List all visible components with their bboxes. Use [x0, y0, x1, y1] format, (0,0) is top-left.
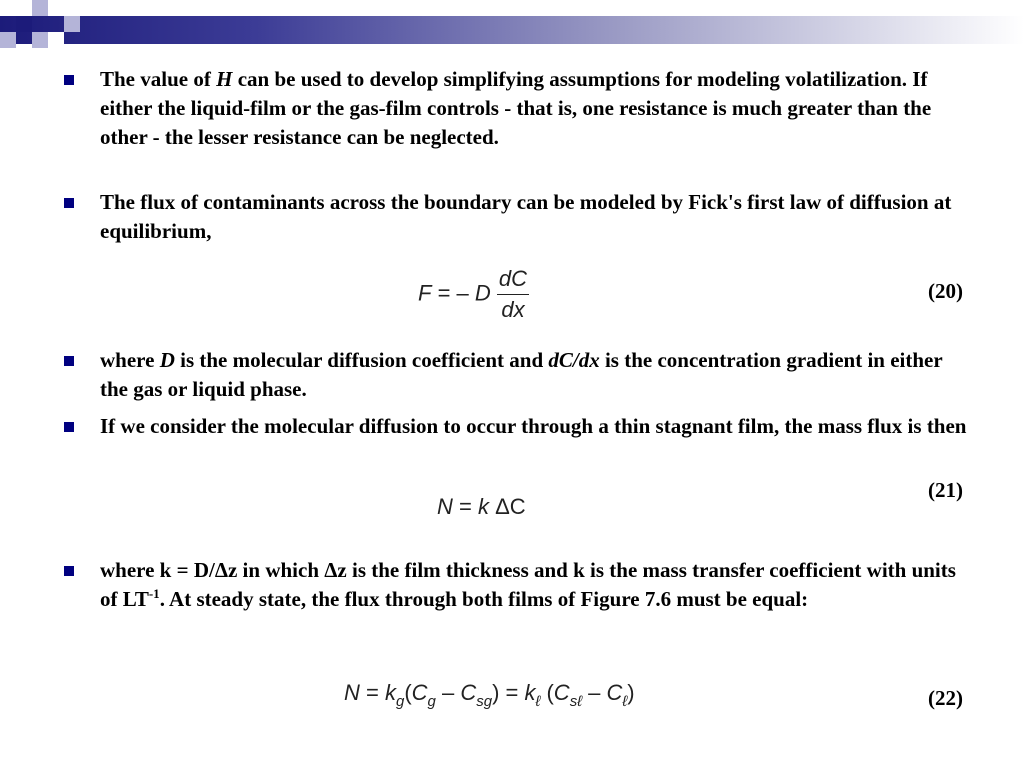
eq-symbol: k	[524, 680, 536, 705]
bullet-text: The flux of contaminants across the boundary can be modeled by Fick's first law of diffusion at equilibrium,	[100, 190, 952, 243]
deco-square-2	[32, 0, 48, 16]
bullet-text: . At steady state, the flux through both films of Figure 7.6 must be equal:	[159, 587, 809, 611]
eq-term: ΔC	[488, 494, 526, 519]
equation-number-22: (22)	[928, 686, 963, 710]
equation-22	[344, 680, 635, 710]
superscript: -1	[148, 586, 160, 601]
eq-numerator: dC	[497, 266, 529, 295]
eq-subscript: ℓ	[622, 693, 628, 710]
bullet-text: is the concentration gradient in either the gas or liquid phase.	[100, 348, 943, 401]
eq-subscript: sℓ	[569, 693, 583, 710]
eq-subscript: g	[395, 693, 405, 710]
bullet-marker	[64, 198, 74, 208]
bullet-paragraph-4	[100, 412, 970, 441]
bullet-text: If we consider the molecular diffusion to occur through a thin stagnant film, the mass flux is then	[100, 414, 967, 438]
eq-operator: =	[499, 680, 525, 705]
eq-symbol: D	[474, 280, 491, 306]
eq-paren: )	[492, 680, 500, 705]
equation-number-21: (21)	[928, 478, 963, 502]
eq-symbol: N	[437, 494, 453, 519]
bullet-text: is the molecular diffusion coefficient and	[174, 348, 549, 372]
eq-symbol: C	[553, 680, 570, 705]
bullet-marker	[64, 422, 74, 432]
eq-symbol: N	[344, 680, 360, 705]
eq-paren: (	[540, 680, 554, 705]
eq-subscript: sg	[476, 693, 493, 710]
bullet-text: where	[100, 348, 160, 372]
eq-subscript: g	[427, 693, 436, 710]
variable-dCdx: dC/dx	[548, 348, 600, 372]
variable-H: H	[216, 67, 233, 91]
bullet-text: where k = D/Δz in which Δz is the film thickness and k is the mass transfer coefficient with units of LT	[100, 558, 956, 611]
deco-square-7	[48, 32, 64, 48]
bullet-marker	[64, 356, 74, 366]
bullet-paragraph-3	[100, 346, 970, 404]
eq-symbol: k	[477, 494, 489, 519]
eq-symbol: C	[411, 680, 428, 705]
equation-21	[437, 494, 526, 520]
eq-subscript: ℓ	[535, 693, 541, 710]
deco-square-3	[48, 0, 64, 16]
eq-operator: =	[359, 680, 385, 705]
equation-number-20: (20)	[928, 279, 963, 303]
deco-square-6	[64, 16, 80, 32]
bullet-text: The value of	[100, 67, 217, 91]
equation-20	[418, 266, 529, 323]
deco-square-4	[0, 32, 16, 48]
bullet-paragraph-2	[100, 188, 970, 246]
eq-symbol: C	[606, 680, 623, 705]
eq-symbol: k	[384, 680, 396, 705]
bullet-paragraph-1	[100, 65, 970, 152]
variable-D: D	[159, 348, 175, 372]
eq-paren: (	[404, 680, 412, 705]
eq-symbol: C	[460, 680, 477, 705]
eq-denominator: dx	[501, 297, 525, 322]
eq-paren: )	[627, 680, 635, 705]
eq-operator: = –	[431, 280, 475, 306]
eq-operator: =	[452, 494, 478, 519]
eq-symbol: F	[418, 280, 432, 306]
bullet-marker	[64, 75, 74, 85]
deco-square-1	[16, 16, 32, 32]
eq-operator: –	[582, 680, 607, 705]
bullet-marker	[64, 566, 74, 576]
eq-fraction	[497, 266, 529, 323]
deco-square-5	[32, 32, 48, 48]
eq-operator: –	[435, 680, 461, 705]
bullet-text: can be used to develop simplifying assumptions for modeling volatilization. If either the liquid-film or the gas-film controls - that is, one resistance is much greater than the other - the lesser resistance can be neglected.	[100, 67, 932, 149]
bullet-paragraph-5	[100, 556, 970, 614]
header-gradient-band	[0, 16, 1024, 44]
